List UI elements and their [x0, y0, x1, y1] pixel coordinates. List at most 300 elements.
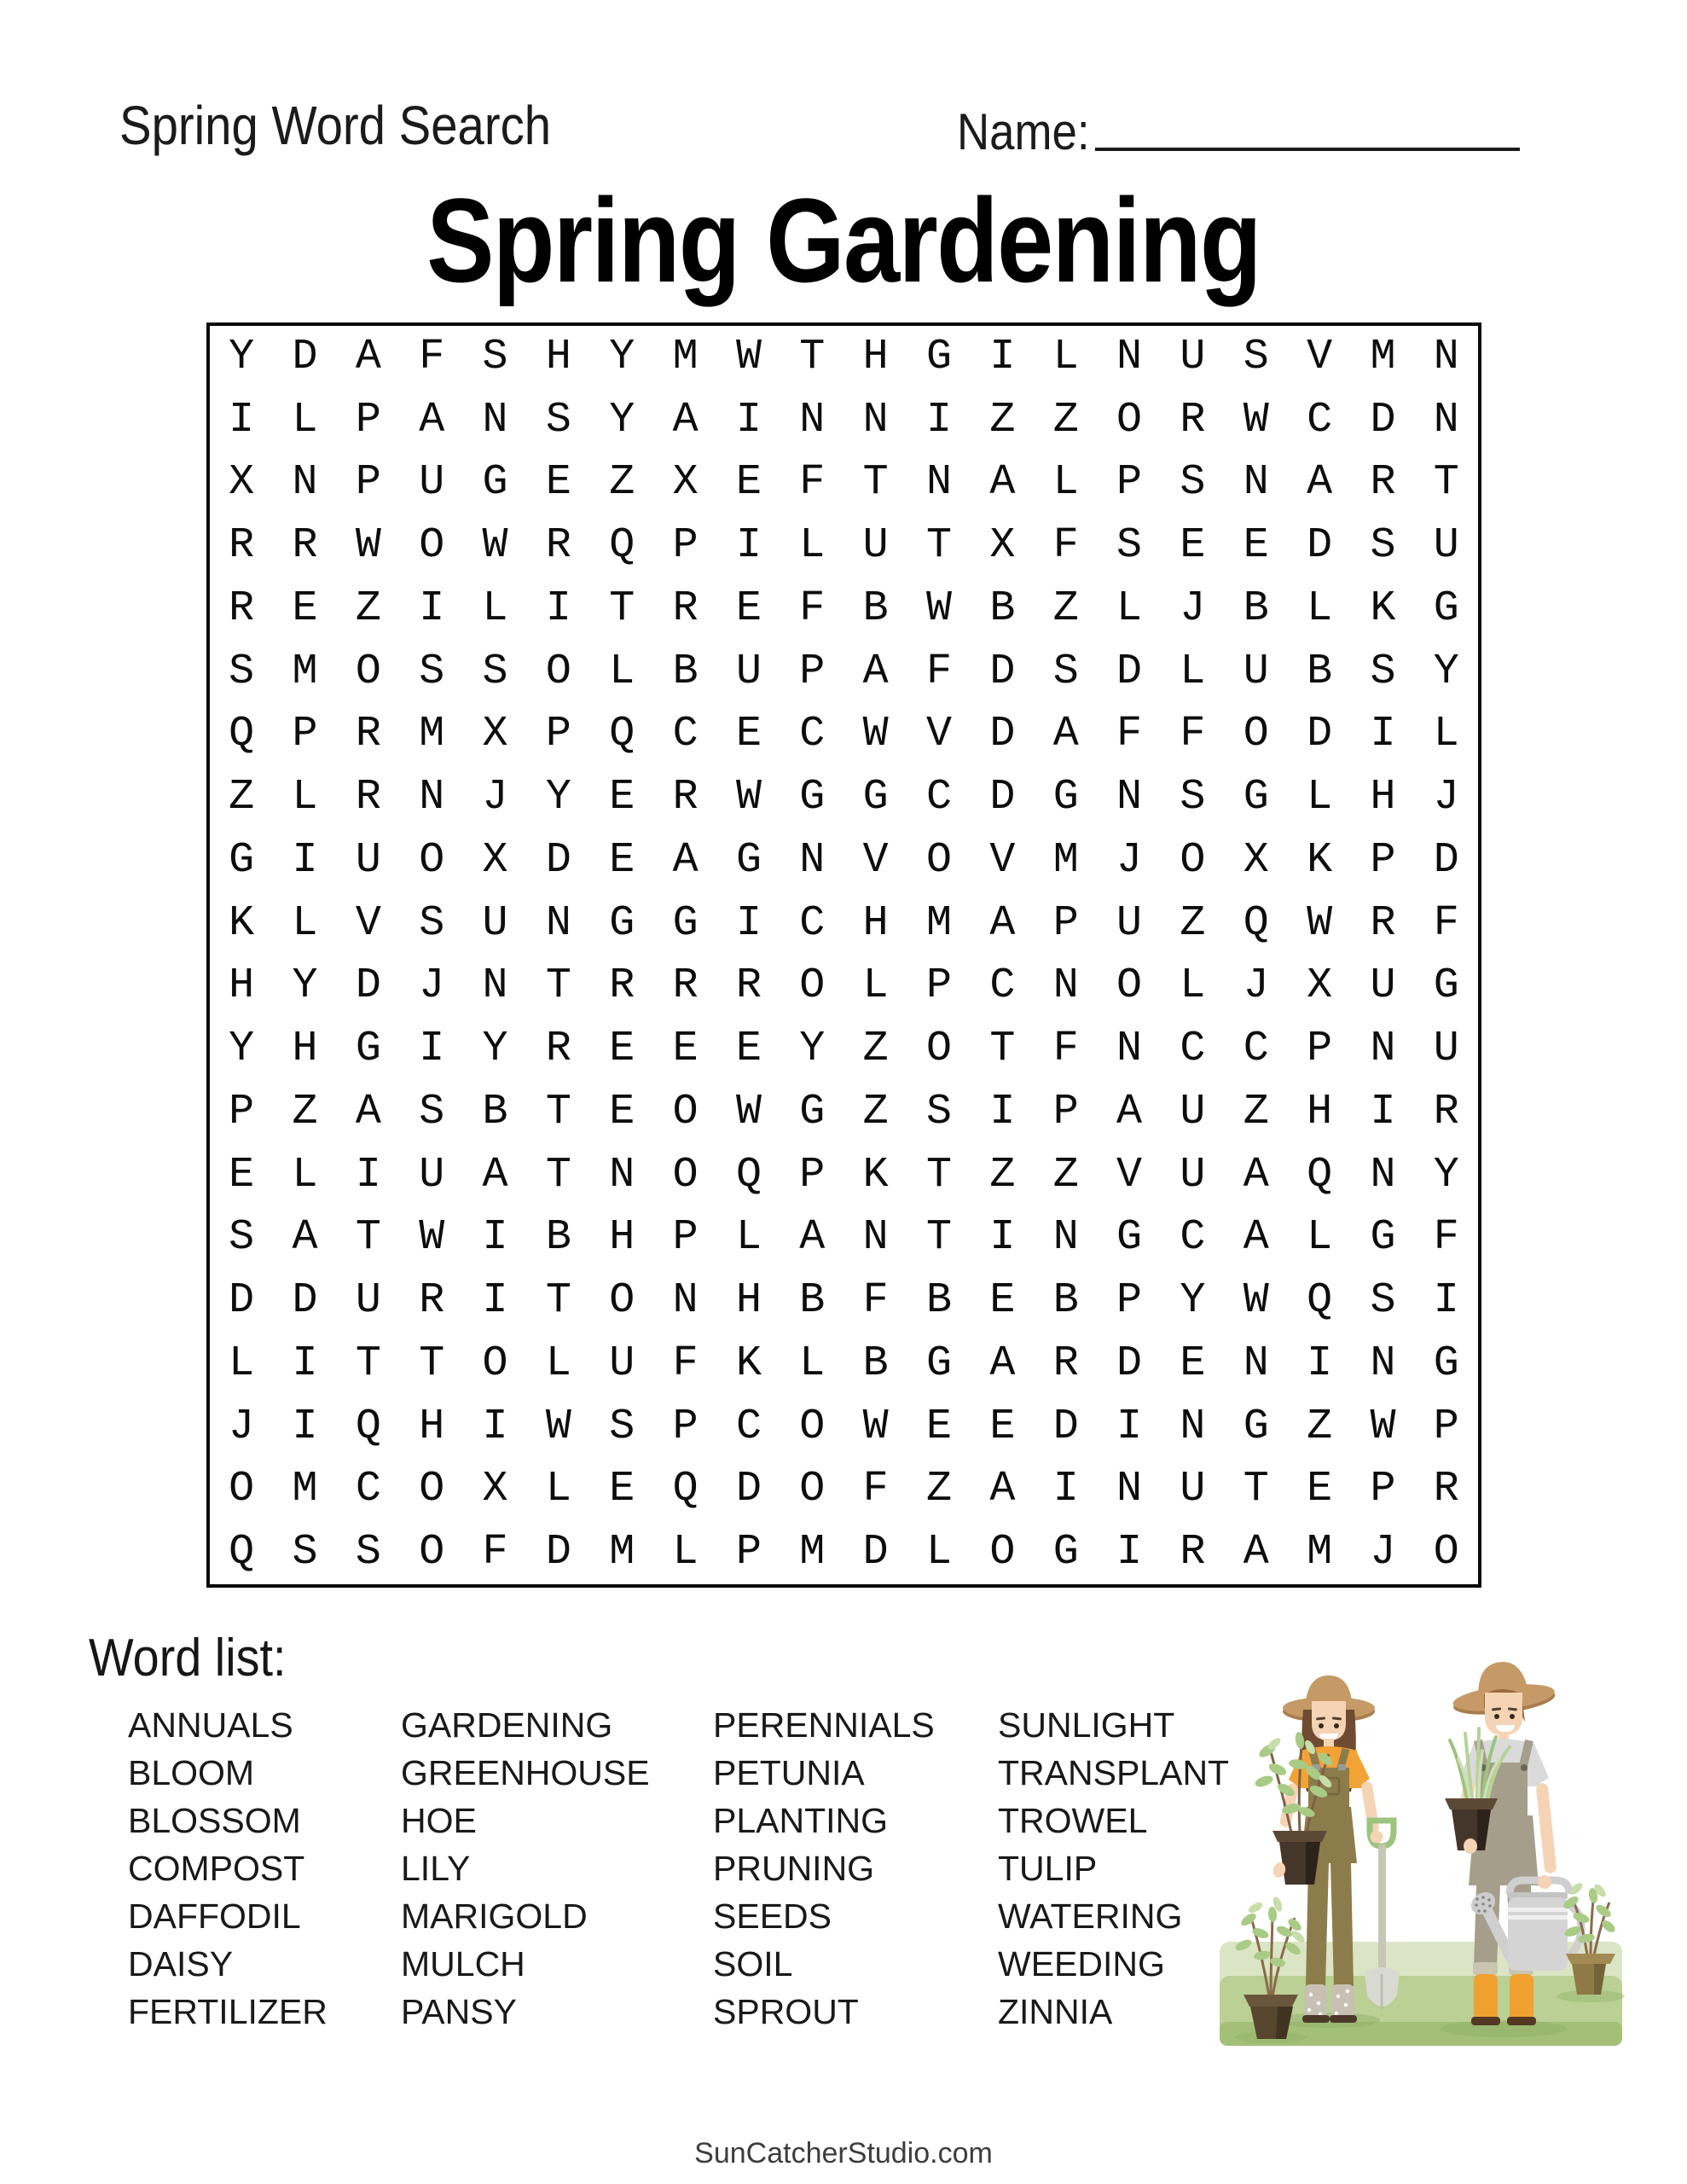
grid-letter: Z	[926, 1465, 953, 1514]
word-item: PANSY	[401, 1992, 517, 2031]
grid-letter: D	[355, 961, 381, 1011]
grid-letter: C	[799, 898, 826, 948]
grid-letter: O	[926, 1025, 953, 1074]
word-list-column-1	[128, 1701, 328, 2036]
grid-letter: F	[862, 1465, 889, 1514]
grid-letter: Z	[1243, 1087, 1269, 1136]
grid-letter: G	[926, 1339, 953, 1388]
grid-letter: L	[292, 395, 318, 444]
grid-letter: J	[482, 773, 508, 822]
word-item: PERENNIALS	[713, 1705, 935, 1745]
grid-letter: S	[355, 1528, 381, 1577]
word-list-column-3	[713, 1701, 935, 2036]
grid-letter: O	[799, 1402, 826, 1451]
grid-letter: Q	[1307, 1276, 1333, 1326]
word-item: WEEDING	[998, 1944, 1165, 1984]
grid-letter: D	[735, 1465, 762, 1514]
grid-letter: H	[545, 332, 571, 381]
grid-letter: S	[419, 647, 445, 696]
grid-letter: E	[292, 584, 318, 633]
grid-letter: F	[1052, 521, 1079, 571]
grid-letter: K	[1307, 835, 1333, 885]
grid-letter: L	[862, 961, 889, 1011]
grid-letter: O	[1116, 961, 1143, 1011]
grid-letter: W	[1243, 395, 1269, 444]
grid-letter: N	[1433, 332, 1459, 381]
grid-letter: U	[1243, 647, 1269, 696]
grid-letter: B	[482, 1087, 508, 1136]
grid-letter: B	[862, 1339, 889, 1388]
grid-letter: A	[1307, 458, 1333, 508]
grid-letter: R	[1433, 1465, 1459, 1514]
grid-letter: G	[1052, 773, 1079, 822]
grid-letter: N	[1052, 961, 1079, 1011]
grid-letter: N	[292, 458, 318, 508]
grid-letter: I	[482, 1213, 508, 1263]
grid-letter: R	[292, 521, 318, 571]
grid-letter: A	[672, 395, 699, 444]
grid-letter: T	[545, 1087, 571, 1136]
grid-letter: A	[672, 835, 699, 885]
grid-letter: J	[1433, 773, 1459, 822]
grid-letter: J	[229, 1402, 255, 1451]
grid-letter: O	[799, 1465, 826, 1514]
grid-letter: Z	[1052, 1150, 1079, 1199]
grid-letter: N	[482, 961, 508, 1011]
grid-letter: P	[229, 1087, 255, 1136]
word-item: SOIL	[713, 1944, 793, 1984]
grid-letter: D	[1116, 1339, 1143, 1388]
grid-letter: D	[989, 647, 1016, 696]
grid-letter: Q	[1243, 898, 1269, 948]
grid-letter: U	[1370, 961, 1396, 1011]
grid-letter: Y	[1433, 1150, 1459, 1199]
grid-letter: Y	[609, 332, 635, 381]
grid-letter: E	[545, 458, 571, 508]
grid-letter: T	[926, 1213, 953, 1263]
grid-letter: Z	[355, 584, 381, 633]
grid-letter: S	[1052, 647, 1079, 696]
grid-letter: P	[1116, 458, 1143, 508]
grid-letter: I	[989, 1087, 1016, 1136]
grid-letter: P	[672, 521, 699, 571]
grid-letter: D	[545, 1528, 571, 1577]
grid-letter: D	[545, 835, 571, 885]
grid-letter: I	[482, 1276, 508, 1326]
grid-letter: F	[1116, 710, 1143, 759]
grid-letter: E	[229, 1150, 255, 1199]
grid-letter: C	[1243, 1025, 1269, 1074]
grid-letter: L	[1116, 584, 1143, 633]
grid-letter: D	[1052, 1402, 1079, 1451]
grid-letter: B	[862, 584, 889, 633]
grid-letter: H	[735, 1276, 762, 1326]
grid-letter: E	[1180, 521, 1206, 571]
grid-letter: J	[1370, 1528, 1396, 1577]
grid-letter: I	[419, 1025, 445, 1074]
grid-letter: N	[926, 458, 953, 508]
grid-letter: I	[735, 521, 762, 571]
grid-letter: Q	[229, 710, 255, 759]
grid-letter: F	[419, 332, 445, 381]
grid-letter: S	[1370, 647, 1396, 696]
grid-letter: S	[1243, 332, 1269, 381]
grid-letter: Q	[1307, 1150, 1333, 1199]
grid-letter: Y	[545, 773, 571, 822]
grid-letter: H	[229, 961, 255, 1011]
grid-letter: D	[292, 332, 318, 381]
grid-letter: A	[355, 1087, 381, 1136]
grid-letter: N	[1433, 395, 1459, 444]
grid-letter: U	[1180, 332, 1206, 381]
grid-letter: D	[1116, 647, 1143, 696]
grid-letter: U	[735, 647, 762, 696]
grid-letter: A	[862, 647, 889, 696]
grid-letter: R	[419, 1276, 445, 1326]
grid-letter: W	[1307, 898, 1333, 948]
puzzle-title: Spring Gardening	[426, 173, 1261, 307]
grid-letter: G	[229, 835, 255, 885]
grid-letter: A	[1243, 1213, 1269, 1263]
grid-letter: U	[355, 1276, 381, 1326]
grid-letter: O	[926, 835, 953, 885]
grid-letter: D	[862, 1528, 889, 1577]
grid-letter: I	[1307, 1339, 1333, 1388]
grid-letter: E	[609, 1465, 635, 1514]
grid-letter: U	[1180, 1150, 1206, 1199]
word-item: PETUNIA	[713, 1753, 865, 1792]
grid-letter: R	[672, 584, 699, 633]
grid-letter: V	[989, 835, 1016, 885]
grid-letter: A	[1243, 1150, 1269, 1199]
grid-letter: N	[1116, 773, 1143, 822]
grid-letter: B	[1243, 584, 1269, 633]
grid-letter: A	[1243, 1528, 1269, 1577]
grid-letter: L	[1052, 458, 1079, 508]
grid-letter: I	[735, 898, 762, 948]
grid-letter: E	[989, 1402, 1016, 1451]
grid-letter: Q	[609, 521, 635, 571]
grid-letter: O	[419, 835, 445, 885]
grid-letter: L	[1433, 710, 1459, 759]
grid-letter: G	[1370, 1213, 1396, 1263]
word-item: ZINNIA	[998, 1992, 1113, 2031]
grid-letter: F	[1433, 898, 1459, 948]
grid-letter: G	[799, 773, 826, 822]
grid-letter: G	[1243, 773, 1269, 822]
grid-letter: S	[1180, 458, 1206, 508]
grid-letter: I	[292, 835, 318, 885]
grid-letter: E	[735, 1025, 762, 1074]
grid-letter: N	[1370, 1150, 1396, 1199]
grid-letter: A	[989, 1339, 1016, 1388]
grid-letter: Q	[672, 1465, 699, 1514]
grid-letter: R	[1433, 1087, 1459, 1136]
gardeners-illustration	[1218, 1662, 1678, 2056]
grid-letter: N	[419, 773, 445, 822]
grid-letter: W	[862, 710, 889, 759]
grid-letter: R	[229, 521, 255, 571]
grid-letter: W	[419, 1213, 445, 1263]
grid-letter: Y	[292, 961, 318, 1011]
grid-letter: W	[545, 1402, 571, 1451]
grid-letter: R	[545, 521, 571, 571]
grid-letter: N	[862, 1213, 889, 1263]
grid-letter: P	[799, 647, 826, 696]
name-line	[1095, 148, 1520, 151]
grid-letter: R	[1180, 395, 1206, 444]
grid-letter: A	[1116, 1087, 1143, 1136]
grid-letter: Z	[609, 458, 635, 508]
grid-letter: R	[545, 1025, 571, 1074]
grid-letter: Z	[1307, 1402, 1333, 1451]
grid-letter: R	[229, 584, 255, 633]
grid-letter: Z	[989, 1150, 1016, 1199]
grid-letter: I	[292, 1339, 318, 1388]
grid-letter: I	[1116, 1402, 1143, 1451]
grid-letter: P	[355, 395, 381, 444]
grid-letter: L	[672, 1528, 699, 1577]
grid-letter: O	[419, 1528, 445, 1577]
grid-letter: P	[672, 1213, 699, 1263]
grid-letter: M	[419, 710, 445, 759]
grid-letter: T	[609, 584, 635, 633]
grid-letter: F	[672, 1339, 699, 1388]
grid-letter: P	[1370, 1465, 1396, 1514]
grid-letter: N	[1243, 458, 1269, 508]
grid-letter: N	[1370, 1025, 1396, 1074]
grid-letter: S	[1370, 521, 1396, 571]
grid-letter: O	[355, 647, 381, 696]
grid-letter: O	[545, 647, 571, 696]
word-item: DAISY	[128, 1944, 234, 1984]
grid-letter: R	[672, 773, 699, 822]
grid-letter: C	[355, 1465, 381, 1514]
grid-letter: N	[1370, 1339, 1396, 1388]
grid-letter: N	[672, 1276, 699, 1326]
grid-letter: W	[1370, 1402, 1396, 1451]
grid-letter: Q	[609, 710, 635, 759]
grid-letter: B	[799, 1276, 826, 1326]
grid-letter: W	[482, 521, 508, 571]
grid-letter: T	[355, 1213, 381, 1263]
grid-letter: I	[355, 1150, 381, 1199]
grid-letter: F	[1433, 1213, 1459, 1263]
grid-letter: S	[419, 1087, 445, 1136]
grid-letter: H	[1370, 773, 1396, 822]
grid-letter: Y	[609, 395, 635, 444]
grid-letter: T	[545, 1150, 571, 1199]
grid-letter: N	[545, 898, 571, 948]
word-item: TRANSPLANT	[998, 1753, 1230, 1792]
word-search-grid	[206, 322, 1481, 1588]
grid-letter: J	[1243, 961, 1269, 1011]
grid-letter: U	[1180, 1087, 1206, 1136]
grid-letter: E	[609, 1087, 635, 1136]
grid-letter: P	[1370, 835, 1396, 885]
grid-letter: X	[672, 458, 699, 508]
grid-letter: X	[1307, 961, 1333, 1011]
grid-letter: T	[989, 1025, 1016, 1074]
grid-letter: L	[292, 773, 318, 822]
word-item: DAFFODIL	[128, 1896, 301, 1936]
grid-letter: B	[1052, 1276, 1079, 1326]
grid-letter: J	[1180, 584, 1206, 633]
grid-letter: H	[862, 898, 889, 948]
grid-letter: D	[989, 773, 1016, 822]
grid-letter: F	[862, 1276, 889, 1326]
grid-letter: R	[609, 961, 635, 1011]
grid-letter: X	[989, 521, 1016, 571]
grid-letter: U	[419, 458, 445, 508]
grid-letter: E	[1180, 1339, 1206, 1388]
grid-letter: F	[1052, 1025, 1079, 1074]
grid-letter: E	[609, 835, 635, 885]
grid-letter: X	[1243, 835, 1269, 885]
grid-letter: P	[355, 458, 381, 508]
grid-letter: A	[482, 1150, 508, 1199]
grid-letter: I	[1116, 1528, 1143, 1577]
grid-letter: B	[672, 647, 699, 696]
grid-letter: F	[799, 458, 826, 508]
grid-letter: G	[1052, 1528, 1079, 1577]
grid-letter: L	[609, 647, 635, 696]
grid-letter: C	[1307, 395, 1333, 444]
grid-letter: T	[926, 521, 953, 571]
grid-letter: R	[1370, 898, 1396, 948]
grid-letter: B	[989, 584, 1016, 633]
grid-letter: G	[1433, 584, 1459, 633]
grid-letter: A	[989, 898, 1016, 948]
grid-letter: D	[1307, 521, 1333, 571]
grid-letter: D	[989, 710, 1016, 759]
grid-letter: N	[799, 395, 826, 444]
grid-letter: T	[1433, 458, 1459, 508]
grid-letter: C	[799, 710, 826, 759]
grid-letter: T	[862, 458, 889, 508]
grid-letter: N	[482, 395, 508, 444]
word-item: LILY	[401, 1849, 471, 1888]
grid-letter: O	[229, 1465, 255, 1514]
grid-letter: L	[1052, 332, 1079, 381]
grid-letter: E	[609, 1025, 635, 1074]
grid-letter: L	[1307, 584, 1333, 633]
grid-letter: O	[419, 521, 445, 571]
grid-letter: G	[355, 1025, 381, 1074]
grid-letter: P	[1116, 1276, 1143, 1326]
grid-letter: M	[1052, 835, 1079, 885]
grid-letter: D	[1307, 710, 1333, 759]
grid-letter: Y	[1180, 1276, 1206, 1326]
grid-letter: N	[1116, 1025, 1143, 1074]
grid-letter: T	[545, 961, 571, 1011]
grid-letter: W	[1243, 1276, 1269, 1326]
grid-letter: M	[1307, 1528, 1333, 1577]
word-item: TULIP	[998, 1849, 1098, 1888]
grid-letter: S	[419, 898, 445, 948]
grid-letter: L	[292, 1150, 318, 1199]
grid-letter: Q	[735, 1150, 762, 1199]
grid-letter: L	[545, 1339, 571, 1388]
word-item: GARDENING	[401, 1705, 613, 1745]
word-item: MULCH	[401, 1944, 525, 1984]
grid-letter: M	[292, 1465, 318, 1514]
grid-letter: W	[735, 1087, 762, 1136]
grid-letter: N	[1116, 332, 1143, 381]
grid-letter: O	[482, 1339, 508, 1388]
grid-letter: X	[482, 1465, 508, 1514]
grid-letter: A	[799, 1213, 826, 1263]
grid-letter: S	[545, 395, 571, 444]
grid-letter: L	[799, 1339, 826, 1388]
word-list-column-4	[998, 1701, 1229, 2036]
grid-letter: U	[609, 1339, 635, 1388]
grid-letter: O	[1180, 835, 1206, 885]
grid-letter: S	[926, 1087, 953, 1136]
grid-letter: O	[1433, 1528, 1459, 1577]
grid-letter: N	[1180, 1402, 1206, 1451]
word-item: COMPOST	[128, 1849, 305, 1888]
grid-letter: E	[735, 710, 762, 759]
grid-letter: T	[926, 1150, 953, 1199]
grid-letter: P	[1307, 1025, 1333, 1074]
grid-letter: N	[862, 395, 889, 444]
grid-letter: V	[1307, 332, 1333, 381]
grid-letter: M	[1370, 332, 1396, 381]
grid-letter: S	[1180, 773, 1206, 822]
grid-letter: Z	[1052, 584, 1079, 633]
grid-letter: E	[735, 584, 762, 633]
grid-letter: O	[799, 961, 826, 1011]
grid-letter: R	[1052, 1339, 1079, 1388]
grid-letter: S	[292, 1528, 318, 1577]
grid-letter: Q	[229, 1528, 255, 1577]
grid-letter: O	[609, 1276, 635, 1326]
grid-letter: I	[735, 395, 762, 444]
grid-letter: T	[355, 1339, 381, 1388]
grid-letter: Z	[1180, 898, 1206, 948]
grid-letter: G	[672, 898, 699, 948]
word-item: TROWEL	[998, 1801, 1148, 1840]
grid-letter: P	[799, 1150, 826, 1199]
grid-letter: T	[545, 1276, 571, 1326]
grid-letter: H	[419, 1402, 445, 1451]
grid-letter: E	[1243, 521, 1269, 571]
word-item: FERTILIZER	[128, 1992, 328, 2031]
grid-letter: T	[1243, 1465, 1269, 1514]
grid-letter: S	[229, 647, 255, 696]
grid-letter: P	[672, 1402, 699, 1451]
grid-letter: G	[862, 773, 889, 822]
grid-letter: Q	[355, 1402, 381, 1451]
grid-letter: U	[1116, 898, 1143, 948]
grid-letter: I	[229, 395, 255, 444]
grid-letter: Y	[482, 1025, 508, 1074]
grid-letter: N	[1243, 1339, 1269, 1388]
grid-letter: L	[482, 584, 508, 633]
grid-letter: I	[1052, 1465, 1079, 1514]
word-item: PRUNING	[713, 1849, 875, 1888]
grid-letter: P	[292, 710, 318, 759]
grid-letter: G	[926, 332, 953, 381]
grid-letter: I	[926, 395, 953, 444]
grid-letter: M	[292, 647, 318, 696]
grid-letter: U	[862, 521, 889, 571]
grid-letter: O	[1243, 710, 1269, 759]
grid-letter: K	[229, 898, 255, 948]
grid-letter: K	[1370, 584, 1396, 633]
grid-letter: X	[229, 458, 255, 508]
